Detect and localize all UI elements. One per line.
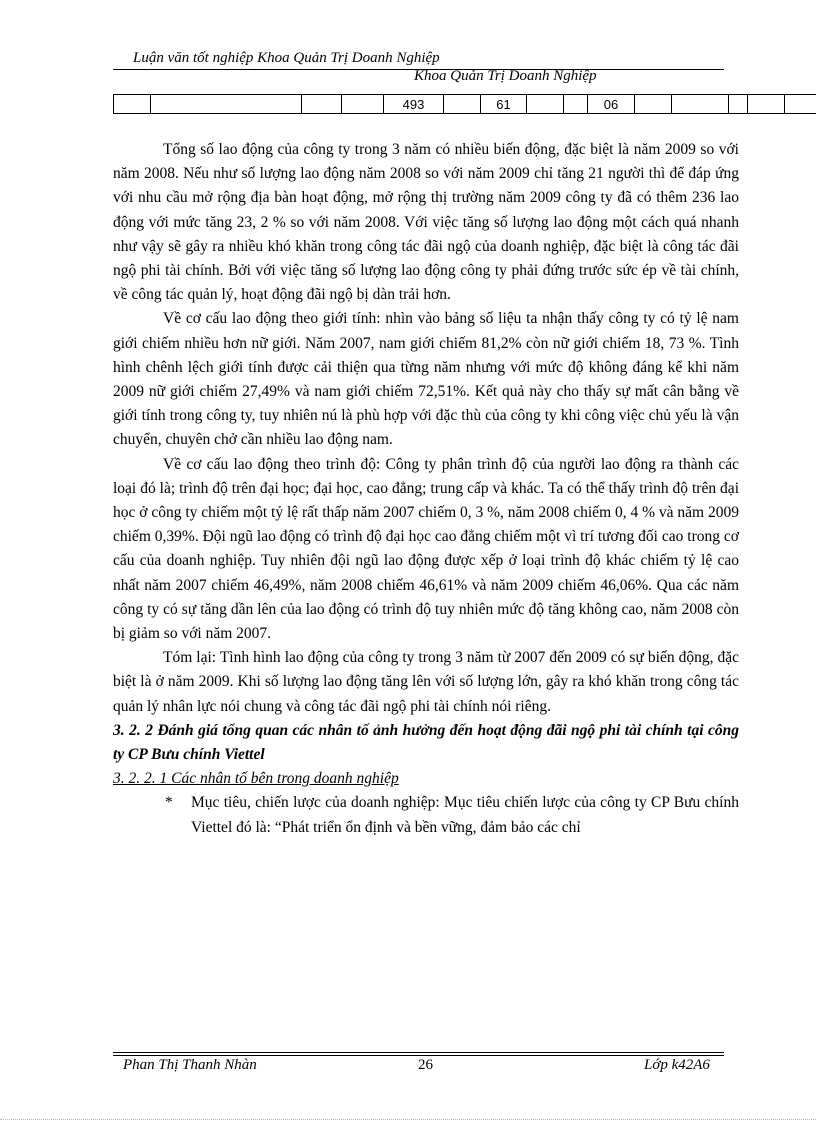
header-title: Luận văn tốt nghiệp Khoa Quản Trị Doanh Nghiệp bbox=[133, 50, 440, 66]
footer-author: Phan Thị Thanh Nhàn bbox=[123, 1057, 257, 1073]
page-edge-divider bbox=[0, 1119, 816, 1120]
table-cell bbox=[729, 95, 748, 114]
section-heading: 3. 2. 2 Đánh giá tổng quan các nhân tố ảnh hưởng đến hoạt động đãi ngộ phi tài chính tại công ty CP Bưu chính Viettel bbox=[113, 721, 739, 764]
footer-rule-double bbox=[113, 1055, 724, 1056]
table-cell bbox=[635, 95, 672, 114]
paragraph-education-structure: Về cơ cấu lao động theo trình độ: Công ty phân trình độ của người lao động ra thành các loại đó là; trình độ trên đại học; đại học, cao đẳng; trung cấp và khác. Ta có thể thấy trình độ trên đại học ở công ty chiếm một tỷ lệ rất thấp năm 2007 chiếm 0, 3 %, năm 2008 chiếm 0, 4 % và năm 2009 chiếm 0,39%. Đội ngũ lao động có trình độ đại học cao đẳng chiếm một vì trí tương đối cao trong cơ cấu của doanh nghiệp. Tuy nhiên đội ngũ lao động được xếp ở loại trình độ khác chiếm tỷ lệ cao nhất năm 2007 chiếm 46,49%, năm 2008 chiếm 46,61% và năm 2009 chiếm 46,06%. Qua các năm công ty có sự tăng dần lên của lao động có trình độ tuy nhiên mức độ tăng không cao, năm 2008 còn bị giảm so với năm 2007. bbox=[113, 455, 739, 643]
table-cell bbox=[151, 95, 302, 114]
table-cell bbox=[785, 95, 816, 114]
table-cell: 06 bbox=[588, 95, 635, 114]
bullet-item bbox=[113, 791, 739, 839]
table-fragment bbox=[113, 94, 816, 114]
table-row bbox=[114, 95, 816, 114]
paragraph-summary: Tóm lại: Tình hình lao động của công ty trong 3 năm từ 2007 đến 2009 có sự biến động, đặc biệt là ở năm 2009. Khi số lượng lao động tăng lên với số lượng lớn, gây ra khó khăn trong công tác quản lý nhân lực nói chung và công tác đãi ngộ phi tài chính nói riêng. bbox=[113, 649, 739, 715]
table-cell bbox=[342, 95, 384, 114]
footer-class: Lớp k42A6 bbox=[644, 1057, 710, 1073]
subsection-heading: 3. 2. 2. 1 Các nhân tố bên trong doanh nghiệp bbox=[113, 770, 399, 788]
paragraph-gender-structure: Về cơ cấu lao động theo giới tính: nhìn vào bảng số liệu ta nhận thấy công ty có tỷ lệ nam giới chiếm nhiều hơn nữ giới. Năm 2007, nam giới chiếm 81,2% còn nữ giới chiếm 18, 73 %. Tình hình chênh lệch giới tính được cải thiện qua từng năm nhưng với mức độ không đáng kể khi năm 2009 nữ giới chiếm 27,49% và nam giới chiếm 72,51%. Kết quả này cho thấy sự mất cân bằng về giới tính trong công ty, tuy nhiên nú là phù hợp với đặc thù của công ty khi công việc chủ yếu là vận chuyển, chuyên chở cần nhiều lao động nam. bbox=[113, 310, 739, 449]
bullet-marker: * bbox=[165, 794, 173, 812]
table-cell bbox=[564, 95, 588, 114]
paragraph-labor-total: Tổng số lao động của công ty trong 3 năm có nhiều biến động, đặc biệt là năm 2009 so với năm 2008. Nếu như số lượng lao động năm 2008 so với năm 2009 chỉ tăng 21 người thì để đáp ứng với nhu cầu mở rộng địa bàn hoạt động, mở rộng thị trường năm 2009 công ty đã có thêm 236 lao động với mức tăng 23, 2 % so với năm 2008. Với việc tăng số lượng lao động một cách quá nhanh như vậy sẽ gây ra nhiều khó khăn trong công tác đãi ngộ của doanh nghiệp, đặc biệt là công tác đãi ngộ phi tài chính. Bởi với việc tăng số lượng lao động công ty phải đứng trước sức ép về tài chính, về công tác quản lý, hoạt động đãi ngộ bị dàn trải hơn. bbox=[113, 141, 739, 304]
table-cell bbox=[302, 95, 342, 114]
bullet-text: Mục tiêu, chiến lược của doanh nghiệp: Mục tiêu chiến lược của công ty CP Bưu chính Viettel đó là: “Phát triển ổn định và bền vững, đảm bảo các chỉ bbox=[191, 794, 739, 836]
document-body bbox=[113, 138, 739, 840]
footer-rule bbox=[113, 1052, 724, 1053]
header-subtitle: Khoa Quản Trị Doanh Nghiệp bbox=[414, 68, 597, 84]
table-cell bbox=[444, 95, 481, 114]
table-cell bbox=[114, 95, 151, 114]
table-cell bbox=[527, 95, 564, 114]
table-cell bbox=[748, 95, 785, 114]
table-cell bbox=[672, 95, 729, 114]
page-number: 26 bbox=[418, 1057, 433, 1073]
table-cell: 61 bbox=[481, 95, 527, 114]
table-cell: 493 bbox=[384, 95, 444, 114]
